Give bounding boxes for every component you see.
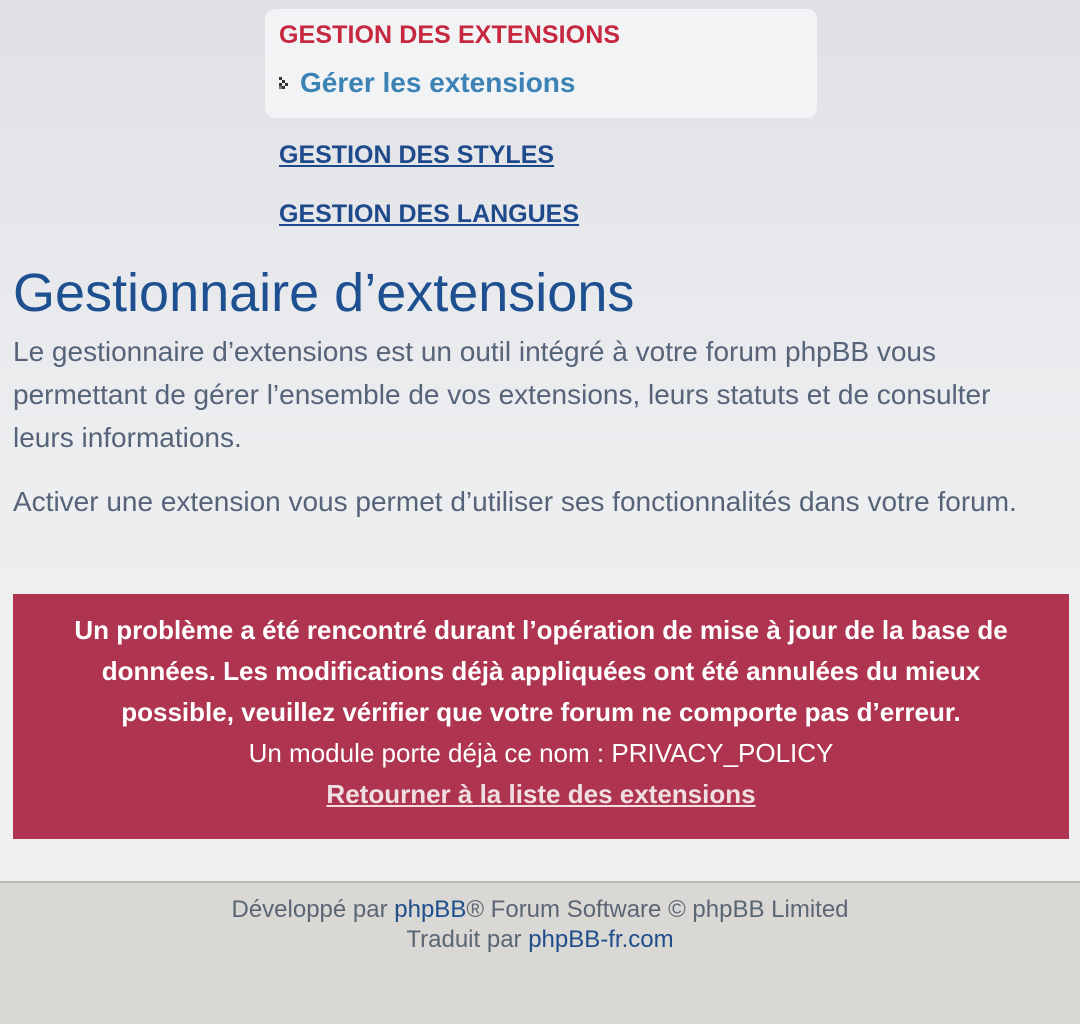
error-detail: Un module porte déjà ce nom : PRIVACY_POLICY bbox=[248, 738, 834, 768]
phpbb-link[interactable]: phpBB bbox=[394, 896, 467, 923]
translator-link[interactable]: phpBB-fr.com bbox=[528, 926, 674, 953]
footer-developed-prefix: Développé par bbox=[231, 896, 395, 923]
footer-credits-line bbox=[0, 895, 1080, 925]
menu-link-label[interactable]: Gérer les extensions bbox=[300, 67, 576, 98]
link-languages-management[interactable]: GESTION DES LANGUES bbox=[279, 200, 580, 228]
footer-developed-suffix: ® Forum Software © phpBB Limited bbox=[466, 896, 849, 923]
link-styles-management[interactable]: GESTION DES STYLES bbox=[279, 141, 555, 169]
menu-item-manage-extensions[interactable] bbox=[279, 66, 575, 100]
menu-heading-extensions: GESTION DES EXTENSIONS bbox=[279, 21, 621, 49]
activation-paragraph: Activer une extension vous permet d’utiliser ses fonctionnalités dans votre forum. bbox=[13, 486, 1017, 517]
back-to-extensions-link[interactable]: Retourner à la liste des extensions bbox=[326, 779, 756, 809]
page-title: Gestionnaire d’extensions bbox=[13, 263, 635, 323]
footer-translated-prefix: Traduit par bbox=[406, 926, 529, 953]
arrow-bullet-icon bbox=[279, 77, 291, 89]
intro-paragraph: Le gestionnaire d’extensions est un outil intégré à votre forum phpBB vous permettant de gérer l’ensemble de vos extensions, leurs statuts et de consulter leurs informations. bbox=[13, 336, 991, 453]
page-footer bbox=[0, 881, 1080, 1024]
extensions-menu-panel bbox=[265, 9, 817, 118]
footer-translation-line bbox=[0, 925, 1080, 955]
error-message-box bbox=[13, 594, 1069, 839]
error-message: Un problème a été rencontré durant l’opération de mise à jour de la base de données. Les modifications déjà appliquées ont été annulées du mieux possible, veuillez vérifier que votre forum ne comporte pas d’erreur. bbox=[74, 615, 1008, 727]
